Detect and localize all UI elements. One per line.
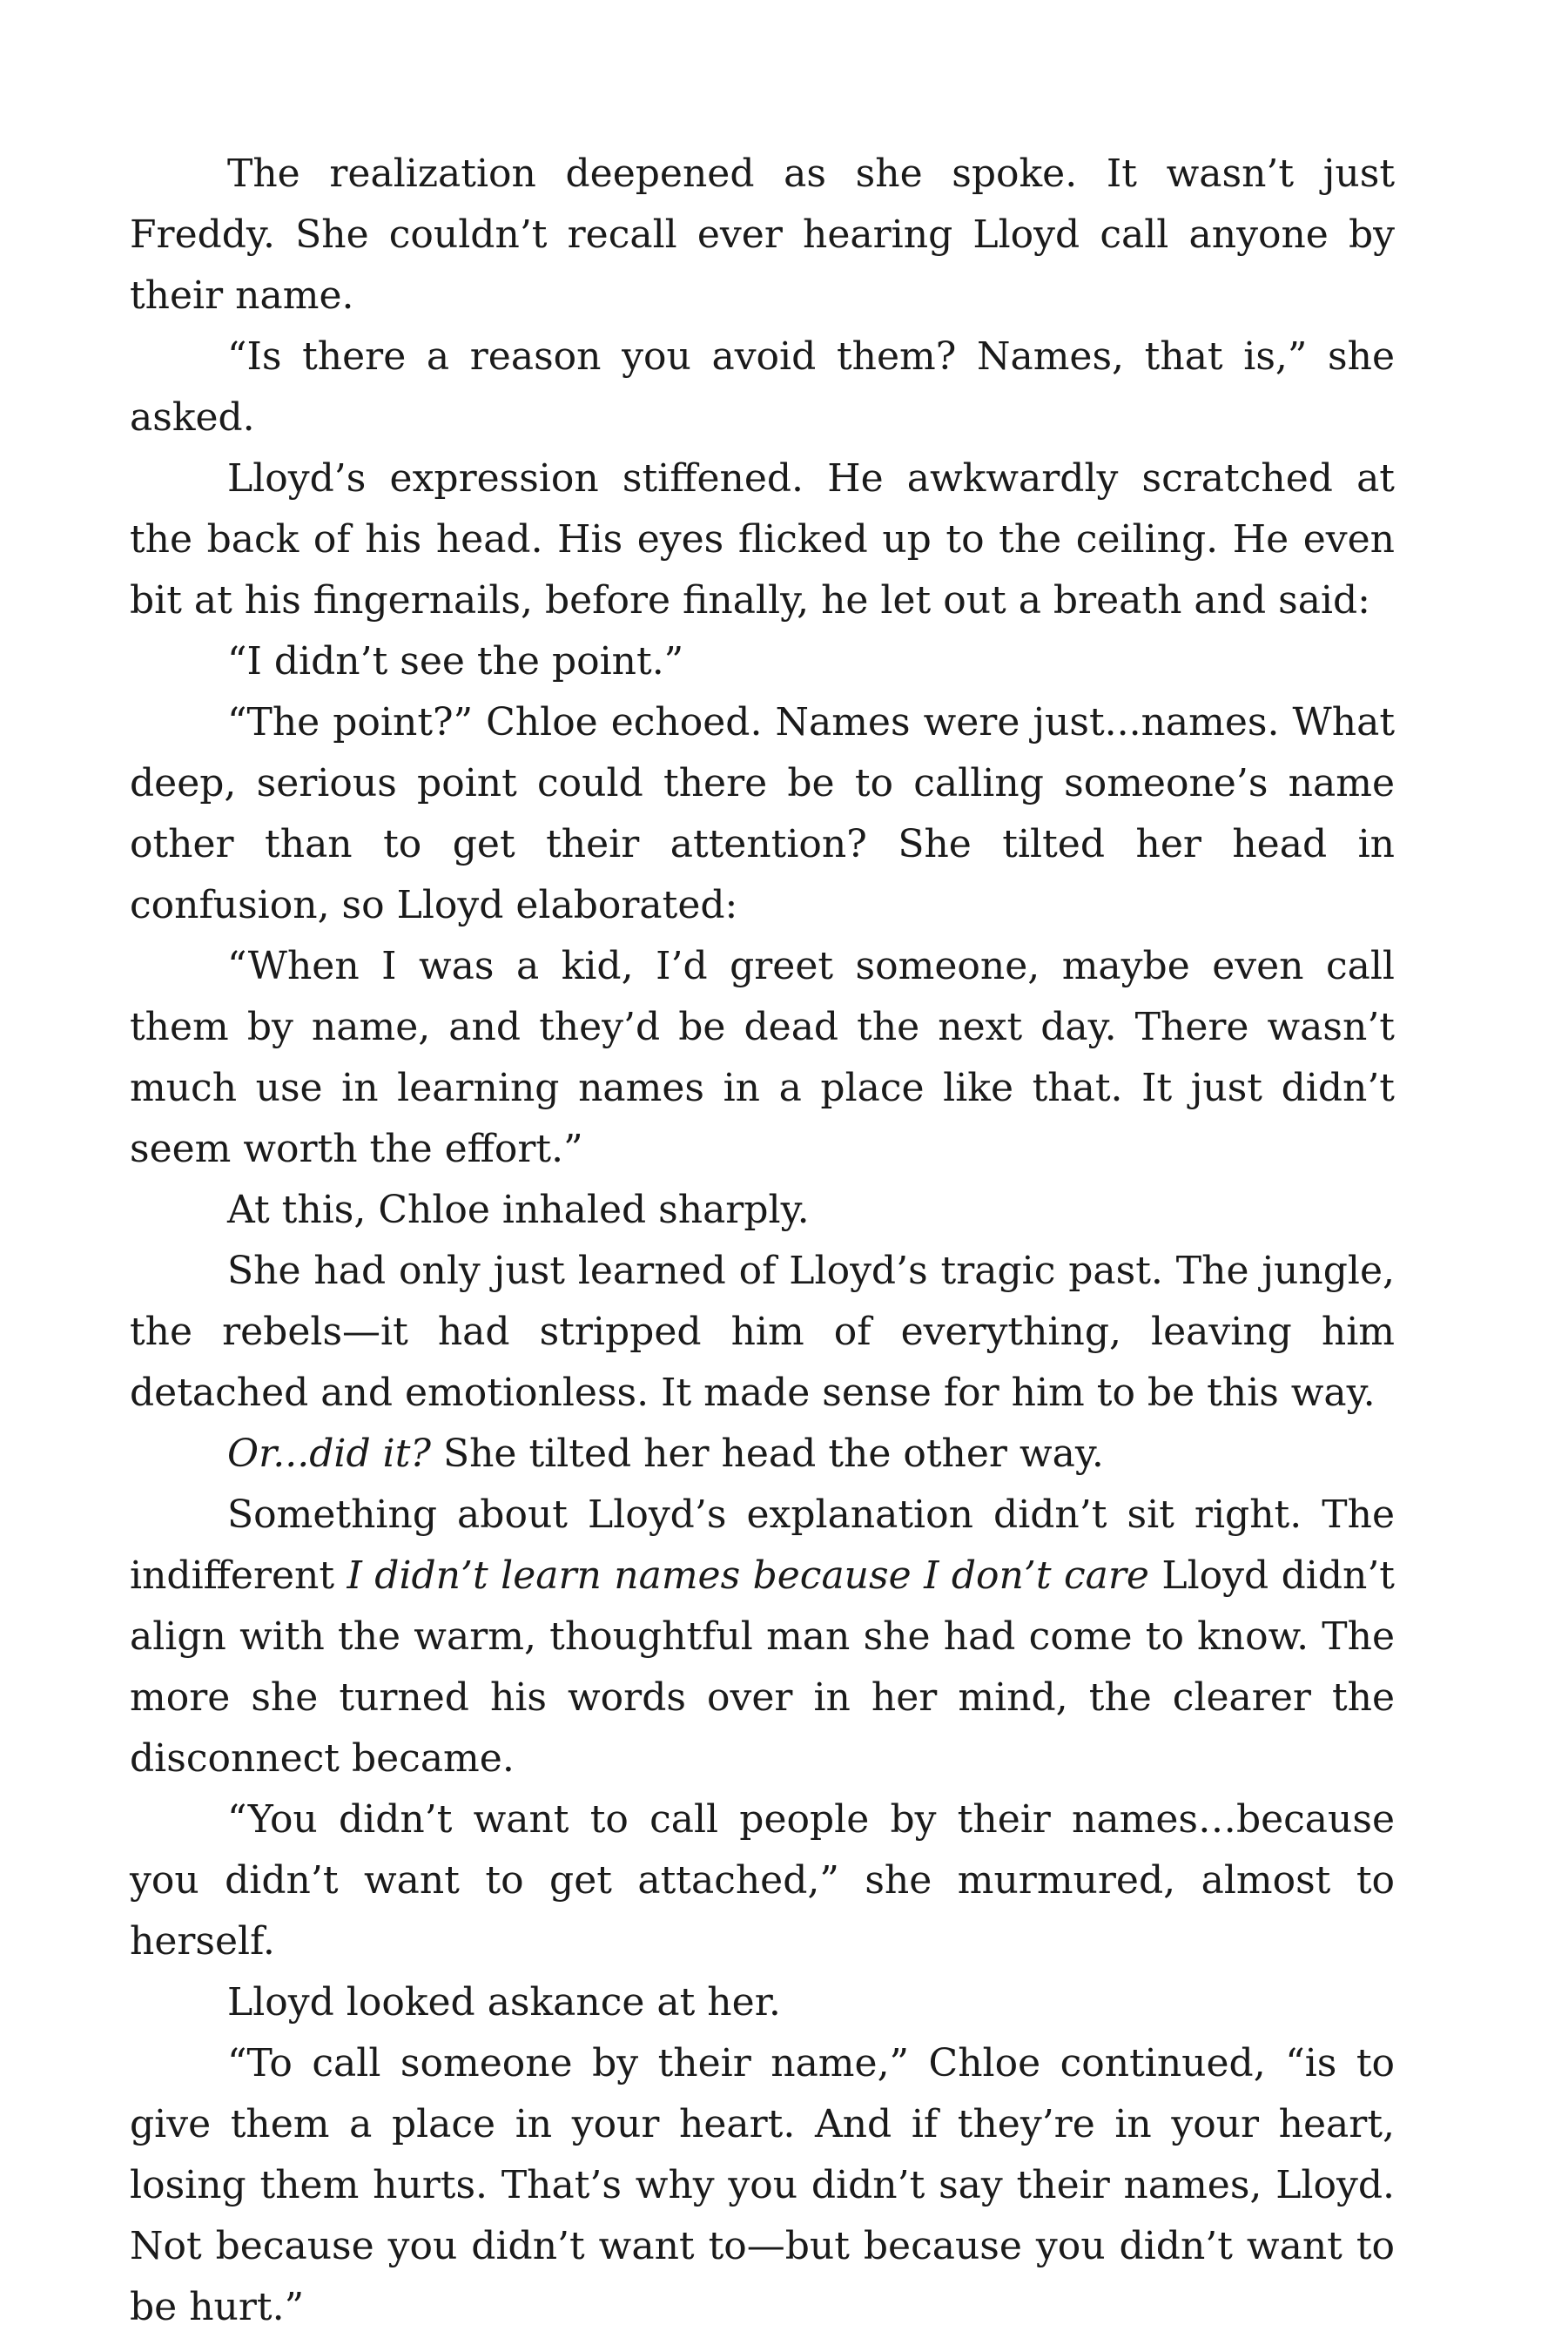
paragraph-2: “Is there a reason you avoid them? Names, that is,” she asked. [130, 334, 1395, 440]
paragraph-3: Lloyd’s expression stiffened. He awkwardly scratched at the back of his head. His eyes flicked up to the ceiling. He even bit at his fingernails, before finally, he let out a breath and said: [130, 456, 1395, 623]
paragraph-1: The realization deepened as she spoke. It wasn’t just Freddy. She couldn’t recall ever hearing Lloyd call anyone by their name. [130, 152, 1395, 318]
paragraph-10-before: Something about Lloyd’s explanation didn’t sit right. The indifferent [130, 1492, 1395, 1598]
paragraph-9-rest: She tilted her head the other way. [430, 1432, 1104, 1476]
paragraph-10-after: Lloyd didn’t align with the warm, thoughtful man she had come to know. The more she turned his words over in her mind, the clearer the disconnect became. [130, 1553, 1395, 1781]
paragraph-11: “You didn’t want to call people by their names…because you didn’t want to get attached,” she murmured, almost to herself. [130, 1797, 1395, 1964]
paragraph-8: She had only just learned of Lloyd’s tragic past. The jungle, the rebels—it had stripped him of everything, leaving him detached and emotionless. It made sense for him to be this way. [130, 1249, 1395, 1415]
paragraph-7: At this, Chloe inhaled sharply. [227, 1188, 810, 1232]
paragraph-9-italic: Or...did it? [227, 1432, 431, 1476]
paragraph-10 [130, 1485, 1395, 1789]
paragraph-5: “The point?” Chloe echoed. Names were just...names. What deep, serious point could there be to calling someone’s name other than to get their attention? She tilted her head in confusion, so Lloyd elaborated: [130, 700, 1395, 927]
paragraph-10-italic: I didn’t learn names because I don’t care [347, 1553, 1149, 1598]
page-body-text [130, 144, 1395, 2338]
paragraph-6: “When I was a kid, I’d greet someone, maybe even call them by name, and they’d be dead the next day. There wasn’t much use in learning names in a place like that. It just didn’t seem worth the effort.” [130, 944, 1395, 1171]
paragraph-9 [130, 1424, 1395, 1485]
paragraph-12: Lloyd looked askance at her. [227, 1980, 781, 2025]
paragraph-13: “To call someone by their name,” Chloe continued, “is to give them a place in your heart. And if they’re in your heart, losing them hurts. That’s why you didn’t say their names, Lloyd. Not because you didn’t want to—but because you didn’t want to be hurt.” [130, 2041, 1395, 2329]
paragraph-4: “I didn’t see the point.” [227, 639, 684, 684]
